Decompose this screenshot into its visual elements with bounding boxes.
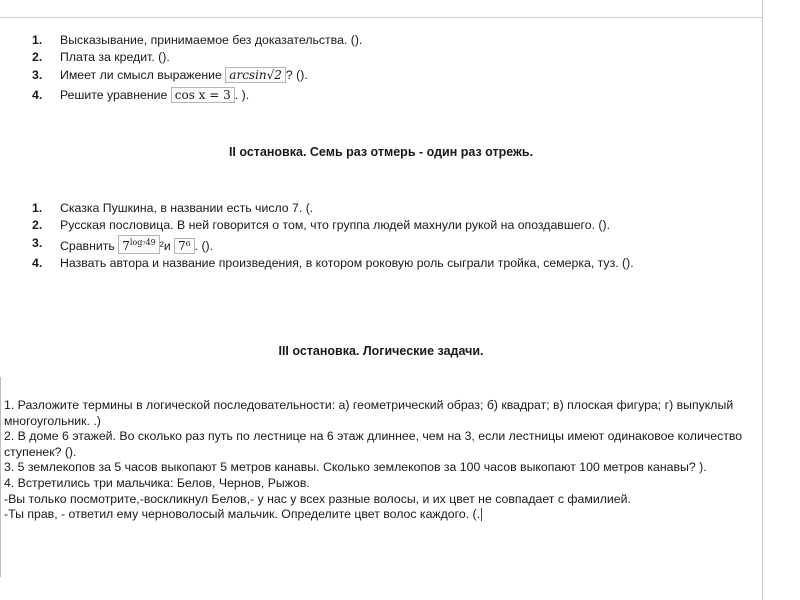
- list-item: 1. Сказка Пушкина, в названии есть число 7. (.: [32, 201, 314, 215]
- list-item: 1. Высказывание, принимаемое без доказательства. ().: [32, 33, 363, 47]
- paragraph: 4. Встретились три мальчика: Белов, Чернов, Рыжов.: [4, 475, 310, 490]
- paragraph: -Ты прав, - ответил ему черноволосый мальчик. Определите цвет волос каждого. (.: [4, 507, 481, 522]
- paragraph: -Вы только посмотрите,-воскликнул Белов,- у нас у всех разные волосы, и их цвет не совпадает с фамилией.: [4, 491, 631, 506]
- formula-box: cos x = 3: [171, 87, 235, 103]
- list-item: 4. Решите уравнение cos x = 3 . ).: [32, 87, 250, 102]
- list-item: 2. Плата за кредит. ().: [32, 49, 170, 64]
- section3-heading: III остановка. Логические задачи.: [278, 344, 484, 358]
- paragraph: 1. Разложите термины в логической последовательности: а) геометрический образ; б) квадрат; в) плоская фигура; г) выпуклый многоугольник. .): [4, 398, 734, 428]
- section1-list: [32, 32, 362, 103]
- paragraph: 3. 5 землекопов за 5 часов выкопают 5 метров канавы. Сколько землекопов за 100 часов выкопают 100 метров канавы? ).: [4, 460, 707, 475]
- section3-text: [4, 398, 744, 523]
- section2-heading: II остановка. Семь раз отмерь - один раз отрежь.: [228, 145, 534, 159]
- text-cursor: [481, 508, 482, 521]
- section2-list: [32, 200, 752, 271]
- list-item: 4. Назвать автора и название произведения, в котором роковую роль сыграли тройка, семерка, туз. ().: [32, 255, 634, 270]
- formula-box: 7⁶: [174, 238, 194, 254]
- paragraph: 2. В доме 6 этажей. Во сколько раз путь по лестнице на 6 этаж длиннее, чем на 3, если лестницы имеют одинаковое количество ступенек? ().: [4, 429, 743, 459]
- left-margin-line: [0, 377, 1, 577]
- top-divider: [0, 17, 762, 18]
- list-item: 2. Русская пословица. В ней говорится о том, что группа людей махнули рукой на опоздавшего. ().: [32, 217, 611, 232]
- list-item: 3. Имеет ли смысл выражение arcsin√2 ? ().: [32, 68, 308, 82]
- formula-box: arcsin√2: [225, 67, 286, 83]
- formula-box: $7^{log_749}$: [118, 235, 160, 254]
- list-item: 3. Сравнить $7^{log_749}$ ²и 7⁶ . ().: [32, 236, 214, 253]
- right-margin-line: [762, 0, 763, 600]
